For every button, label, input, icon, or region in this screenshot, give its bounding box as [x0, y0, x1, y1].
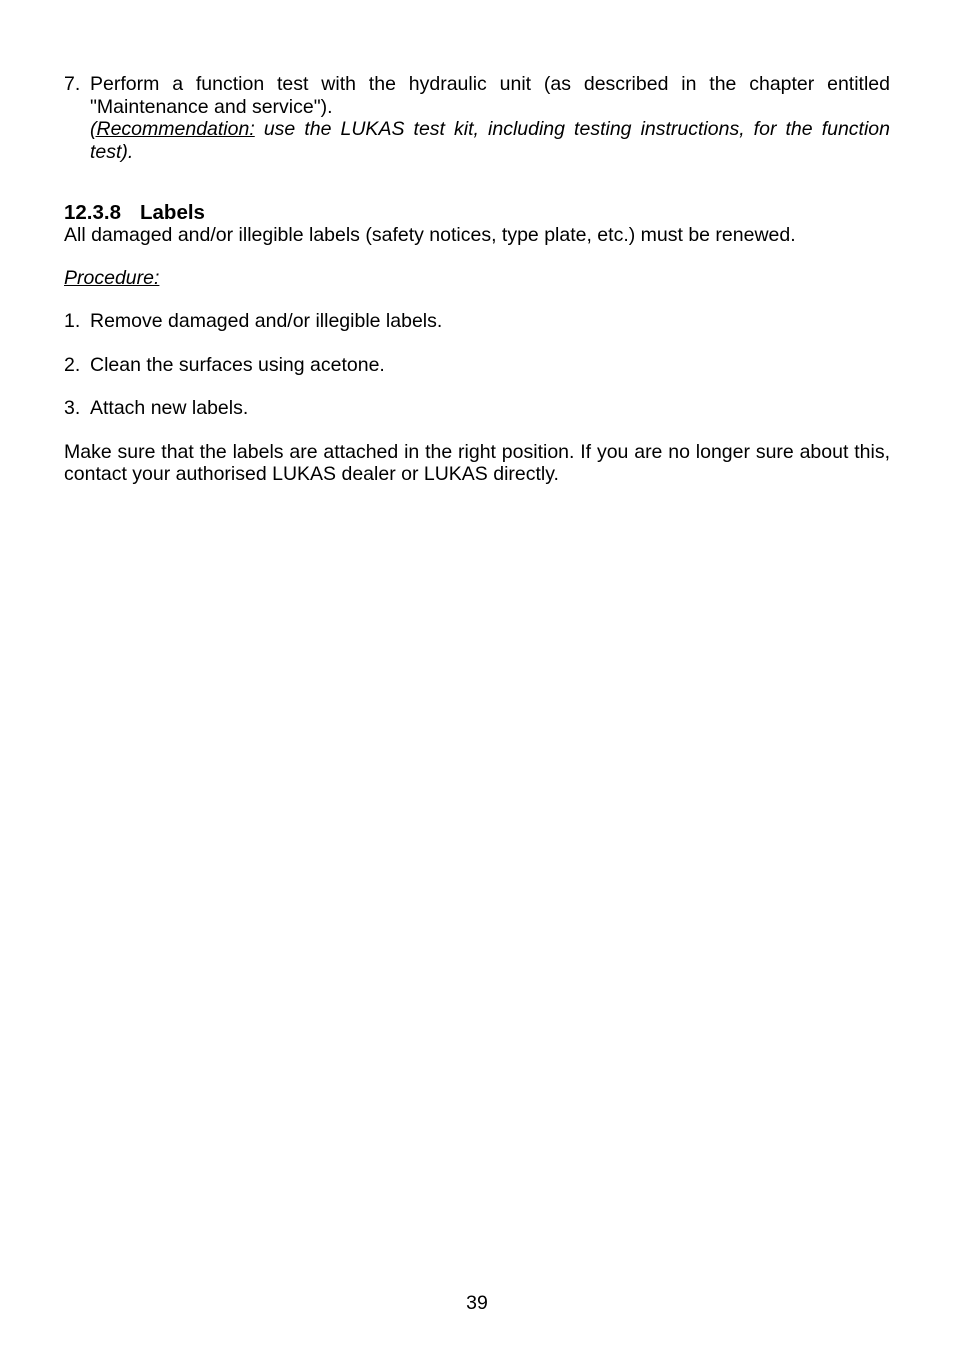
list-item-number: 7. — [64, 73, 81, 95]
list-item-1 — [64, 310, 890, 333]
list-item-text: Attach new labels. — [90, 397, 249, 419]
closing-paragraph: Make sure that the labels are attached in the right position. If you are no longer sure about this, contact your authorised LUKAS dealer or LUKAS directly. — [64, 440, 890, 485]
recommendation-note — [90, 118, 890, 163]
list-item-number: 1. — [64, 310, 81, 332]
list-item-2 — [64, 354, 890, 377]
document-page — [64, 73, 890, 486]
list-item-3 — [64, 397, 890, 420]
section-title: Labels — [140, 201, 205, 224]
list-item-text: Clean the surfaces using acetone. — [90, 353, 385, 376]
function-test-instruction: Perform a function test with the hydraulic unit (as described in the chapter entitled "Maintenance and service"). — [90, 73, 890, 118]
section-intro: All damaged and/or illegible labels (safety notices, type plate, etc.) must be renewed. — [64, 224, 796, 246]
list-item-body — [90, 73, 890, 163]
procedure-label: Procedure: — [64, 266, 160, 289]
section-heading — [64, 201, 890, 224]
section-number: 12.3.8 — [64, 201, 121, 224]
list-item-number: 3. — [64, 397, 81, 419]
recommendation-text: use the LUKAS test kit, including testing instructions, for the function test). — [90, 118, 890, 163]
list-item-7 — [64, 73, 890, 163]
recommendation-label: (Recommendation: — [90, 118, 255, 140]
list-item-text: Remove damaged and/or illegible labels. — [90, 310, 443, 332]
page-number: 39 — [466, 1292, 488, 1314]
list-item-number: 2. — [64, 353, 81, 376]
